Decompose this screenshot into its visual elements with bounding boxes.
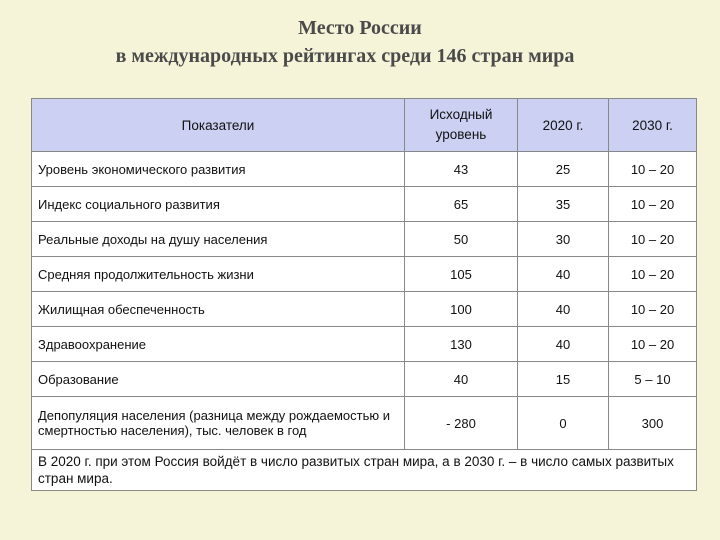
header-baseline: Исходный уровень	[405, 99, 518, 152]
table-row	[32, 257, 697, 292]
row-baseline: - 280	[405, 397, 518, 450]
row-indicator: Жилищная обеспеченность	[32, 292, 405, 327]
table-row	[32, 362, 697, 397]
table-footer-row	[32, 450, 697, 491]
row-indicator: Реальные доходы на душу населения	[32, 222, 405, 257]
row-indicator: Уровень экономического развития	[32, 152, 405, 187]
table-row	[32, 397, 697, 450]
row-2030: 10 – 20	[609, 327, 697, 362]
row-baseline: 65	[405, 187, 518, 222]
row-indicator: Средняя продолжительность жизни	[32, 257, 405, 292]
row-indicator: Депопуляция населения (разница между рождаемостью и смертностью населения), тыс. человек в год	[32, 397, 405, 450]
table-header-row	[32, 99, 697, 152]
row-baseline: 100	[405, 292, 518, 327]
row-2030: 10 – 20	[609, 222, 697, 257]
title-line-1: Место России	[298, 17, 422, 39]
row-2020: 40	[518, 327, 609, 362]
row-baseline: 50	[405, 222, 518, 257]
row-2030: 300	[609, 397, 697, 450]
row-baseline: 43	[405, 152, 518, 187]
header-indicator: Показатели	[32, 99, 405, 152]
row-indicator: Здравоохранение	[32, 327, 405, 362]
row-2030: 10 – 20	[609, 257, 697, 292]
title-line-2: в международных рейтингах среди 146 стран мира	[115, 45, 575, 67]
row-2020: 15	[518, 362, 609, 397]
table-row	[32, 152, 697, 187]
row-baseline: 40	[405, 362, 518, 397]
table-row	[32, 222, 697, 257]
row-2030: 10 – 20	[609, 292, 697, 327]
row-2030: 10 – 20	[609, 152, 697, 187]
row-indicator: Образование	[32, 362, 405, 397]
row-2020: 30	[518, 222, 609, 257]
row-indicator: Индекс социального развития	[32, 187, 405, 222]
table-row	[32, 327, 697, 362]
header-2030: 2030 г.	[609, 99, 697, 152]
table-footnote: В 2020 г. при этом Россия войдёт в число развитых стран мира, а в 2030 г. – в число самых развитых стран мира.	[32, 450, 697, 491]
rankings-table	[31, 98, 697, 491]
row-baseline: 130	[405, 327, 518, 362]
row-2020: 35	[518, 187, 609, 222]
row-2020: 25	[518, 152, 609, 187]
row-2020: 0	[518, 397, 609, 450]
header-2020: 2020 г.	[518, 99, 609, 152]
row-baseline: 105	[405, 257, 518, 292]
row-2030: 5 – 10	[609, 362, 697, 397]
row-2020: 40	[518, 257, 609, 292]
table-row	[32, 292, 697, 327]
table-row	[32, 187, 697, 222]
page-title	[0, 14, 690, 70]
row-2020: 40	[518, 292, 609, 327]
row-2030: 10 – 20	[609, 187, 697, 222]
